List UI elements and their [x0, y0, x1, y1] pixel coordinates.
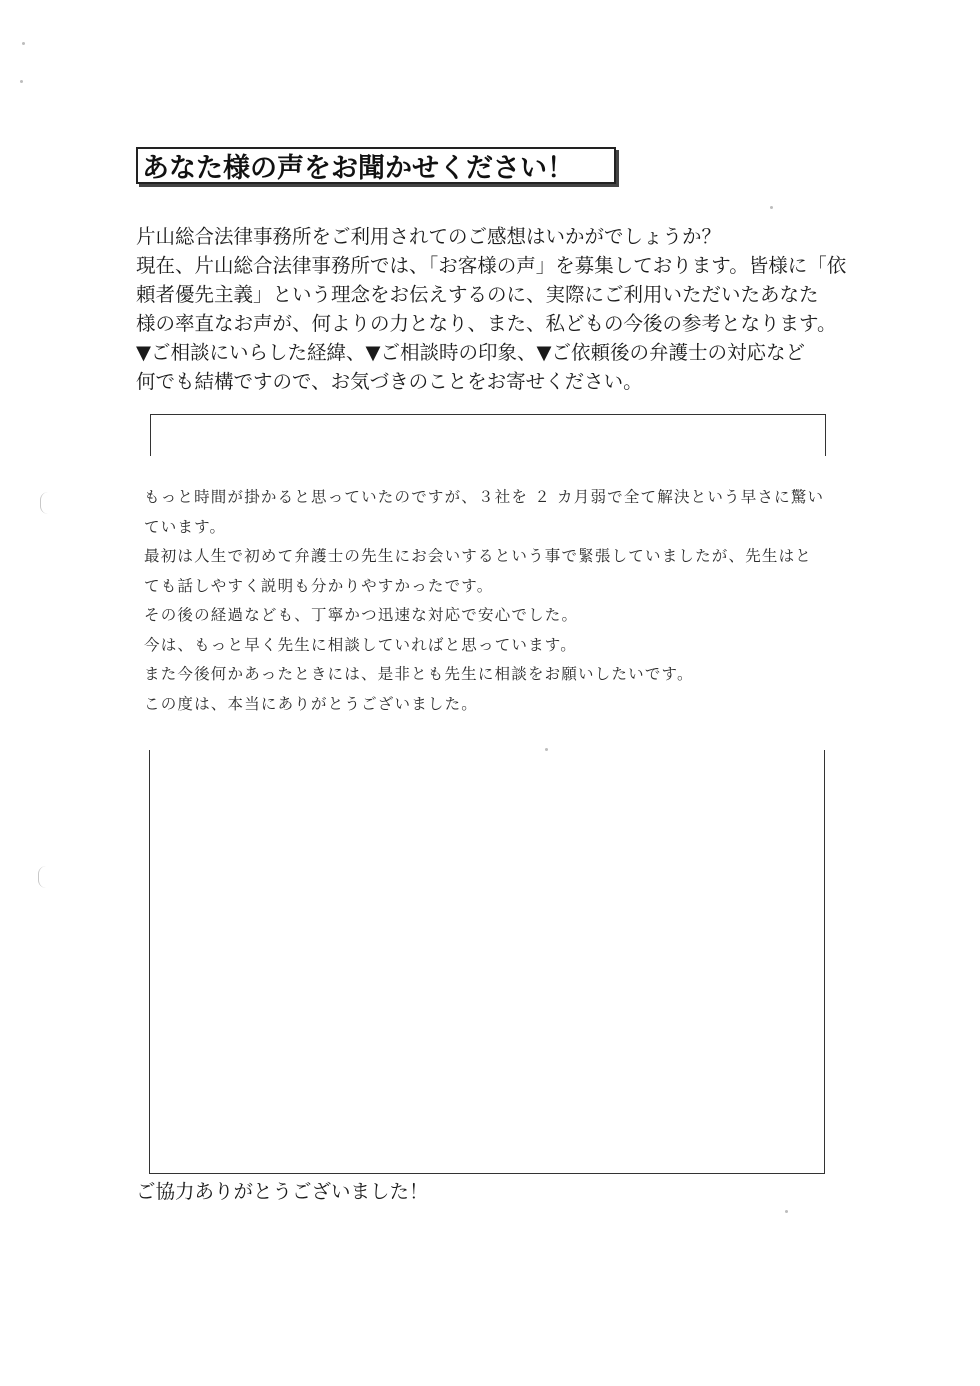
scan-margin-mark: [40, 492, 49, 514]
intro-line: 何でも結構ですので、お気づきのことをお寄せください。: [136, 370, 643, 393]
intro-paragraph: [136, 222, 856, 396]
intro-line: ▼ご相談にいらした経緯、▼ご相談時の印象、▼ご依頼後の弁護士の対応など: [136, 341, 805, 364]
scan-margin-mark: [38, 866, 47, 888]
scan-speck: [785, 1210, 788, 1213]
comment-line: ています。: [144, 517, 227, 536]
comment-line: 最初は人生で初めて弁護士の先生にお会いするという事で緊張していましたが、先生はと: [144, 547, 813, 565]
comment-line: 今は、もっと早く先生に相談していればと思っています。: [144, 635, 577, 654]
comment-line: また今後何かあったときには、是非とも先生に相談をお願いしたいです。: [144, 665, 694, 683]
scan-speck: [22, 42, 25, 45]
heading-box: [136, 147, 616, 184]
comment-line: もっと時間が掛かると思っていたのですが、３社を ２ カ月弱で全て解決という早さに驚い: [144, 488, 825, 506]
intro-line: 現在、片山総合法律事務所では、「お客様の声」を募集しております。皆様に「依: [136, 254, 847, 277]
intro-line: 様の率直なお声が、何よりの力となり、また、私どもの今後の参考となります。: [136, 312, 837, 335]
scan-speck: [20, 80, 23, 83]
customer-comment: [144, 483, 864, 719]
closing-thanks: ご協力ありがとうございました！: [136, 1180, 429, 1203]
comment-line: この度は、本当にありがとうございました。: [144, 694, 479, 713]
scan-speck: [770, 206, 773, 209]
comment-frame-top: [150, 414, 826, 456]
comment-line: その後の経過なども、丁寧かつ迅速な対応で安心でした。: [144, 606, 579, 624]
comment-frame-bottom: [149, 750, 825, 1174]
intro-line: 頼者優先主義」という理念をお伝えするのに、実際にご利用いただいたあなた: [136, 283, 819, 306]
comment-line: ても話しやすく説明も分かりやすかったです。: [144, 576, 494, 595]
intro-line: 片山総合法律事務所をご利用されてのご感想はいかがでしょうか？: [136, 225, 722, 248]
page-title: あなた様の声をお聞かせください！: [142, 153, 574, 184]
